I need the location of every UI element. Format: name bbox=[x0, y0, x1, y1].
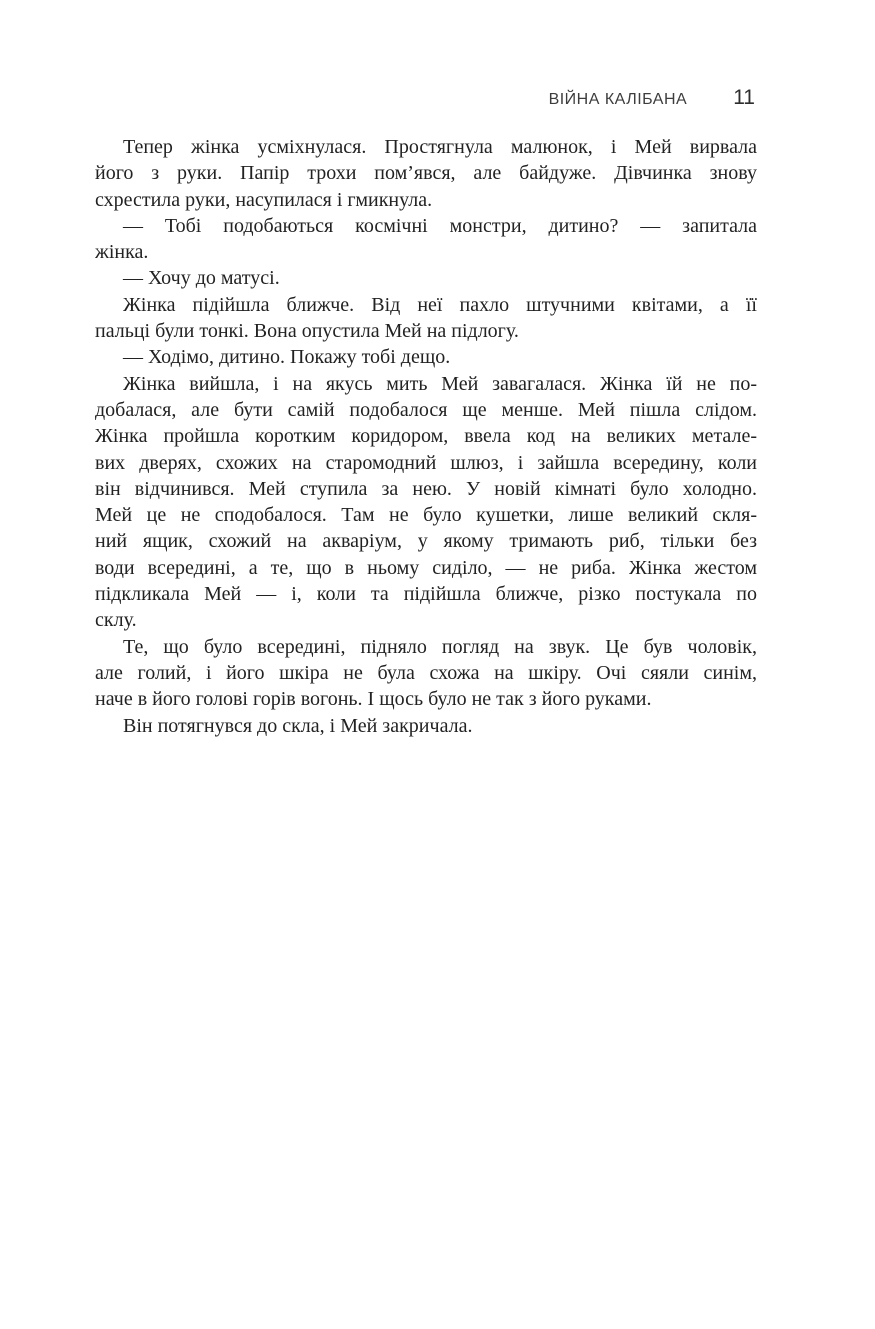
text-line: жінка. bbox=[95, 241, 149, 264]
paragraph bbox=[95, 134, 757, 213]
text-line: його з руки. Папір трохи пом’явся, але байдуже. Дівчинка знову bbox=[95, 162, 757, 185]
text-line: Жінка підійшла ближче. Від неї пахло штучними квітами, а її bbox=[123, 293, 757, 316]
text-line: — Хочу до матусі. bbox=[123, 267, 280, 290]
text-line: Тепер жінка усміхнулася. Простягнула малюнок, і Мей вирвала bbox=[123, 136, 757, 158]
text-line: Жінка пройшла коротким коридором, ввела код на великих метале- bbox=[95, 425, 757, 448]
text-line: Він потягнувся до скла, і Мей закричала. bbox=[123, 714, 473, 737]
paragraph bbox=[95, 292, 757, 345]
running-title: ВІЙНА КАЛІБАНА bbox=[548, 91, 688, 108]
text-line: добалася, але бути самій подобалося ще менше. Мей пішла слідом. bbox=[95, 398, 757, 421]
text-line: Жінка вийшла, і на якусь мить Мей завагалася. Жінка їй не по- bbox=[123, 372, 757, 395]
text-line: ний ящик, схожий на акваріум, у якому тримають риб, тільки без bbox=[95, 530, 757, 553]
text-line: пальці були тонкі. Вона опустила Мей на підлогу. bbox=[95, 320, 519, 343]
text-line: наче в його голові горів вогонь. І щось було не так з його руками. bbox=[95, 688, 652, 711]
paragraph bbox=[95, 713, 757, 739]
paragraph bbox=[95, 213, 757, 266]
paragraph bbox=[95, 634, 757, 713]
paragraph bbox=[95, 265, 757, 291]
text-line: Мей це не сподобалося. Там не було кушетки, лише великий скля- bbox=[95, 504, 757, 527]
text-line: він відчинився. Мей ступила за нею. У новій кімнаті було холодно. bbox=[95, 477, 757, 500]
text-line: — Тобі подобаються космічні монстри, дитино? — запитала bbox=[123, 214, 757, 237]
text-line: — Ходімо, дитино. Покажу тобі дещо. bbox=[123, 346, 451, 369]
text-line: вих дверях, схожих на старомодний шлюз, і зайшла всередину, коли bbox=[95, 451, 757, 474]
running-header bbox=[549, 86, 755, 110]
paragraph bbox=[95, 344, 757, 370]
text-line: підкликала Мей — і, коли та підійшла ближче, різко постукала по bbox=[95, 583, 757, 606]
text-line: склу. bbox=[95, 609, 137, 632]
text-line: води всередині, а те, що в ньому сиділо, — не риба. Жінка жестом bbox=[95, 556, 757, 579]
paragraph bbox=[95, 371, 757, 634]
text-line: але голий, і його шкіра не була схожа на шкіру. Очі сяяли синім, bbox=[95, 661, 757, 684]
text-line: схрестила руки, насупилася і гмикнула. bbox=[95, 188, 433, 211]
text-line: Те, що було всередині, підняло погляд на звук. Це був чоловік, bbox=[123, 635, 757, 658]
page-number: 11 bbox=[733, 86, 755, 109]
body-text bbox=[95, 134, 757, 739]
